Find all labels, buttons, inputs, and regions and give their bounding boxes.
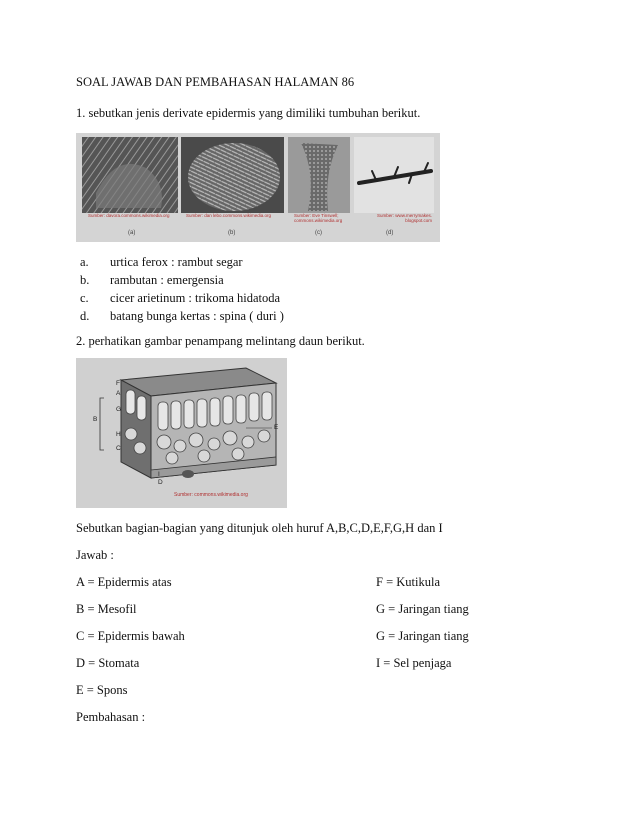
photo-c-caption: (c) [315, 230, 322, 236]
list-text: batang bunga kertas : spina ( duri ) [110, 309, 284, 323]
label-H: H [116, 431, 121, 438]
list-text: cicer arietinum : trikoma hidatoda [110, 291, 281, 305]
leaf-figure-source: Sumber: commons.wikimedia.org [174, 492, 248, 498]
list-item [80, 253, 284, 271]
page-title: SOAL JAWAB DAN PEMBAHASAN HALAMAN 86 [76, 75, 355, 89]
photo-a-caption: (a) [128, 230, 136, 236]
list-marker: b. [80, 273, 90, 287]
answer-I: I = Sel penjaga [376, 656, 452, 670]
label-A: A [116, 390, 121, 397]
label-D: D [158, 479, 163, 486]
photo-a-source: Sumber: davora.commons.wikimedia.org [88, 213, 170, 218]
question-2: 2. perhatikan gambar penampang melintang daun berikut. [76, 334, 365, 348]
list-text: urtica ferox : rambut segar [110, 255, 243, 269]
answer-D: D = Stomata [76, 656, 140, 670]
photo-d-source: Sumber: www.merrymakes. blogspot.com [376, 213, 432, 223]
plant-photos [76, 133, 440, 242]
answer-E: E = Spons [76, 683, 128, 697]
photo-d-caption: (d) [386, 230, 394, 236]
answer-C: C = Epidermis bawah [76, 629, 185, 643]
answer-H: G = Jaringan tiang [376, 629, 469, 643]
label-E: E [274, 424, 279, 431]
list-marker: c. [80, 291, 89, 305]
instruction-text: Sebutkan bagian-bagian yang ditunjuk oleh huruf A,B,C,D,E,F,G,H dan I [76, 521, 443, 535]
answer-F: F = Kutikula [376, 575, 440, 589]
leaf-cross-section-figure [76, 358, 287, 508]
answer-list-q1 [80, 253, 284, 325]
label-I: I [158, 471, 160, 478]
photo-b-caption: (b) [228, 230, 236, 236]
photo-c-source: Sumber: Eve Tinswell; commons.wikimedia.org [294, 213, 343, 223]
list-item [80, 271, 284, 289]
answer-A: A = Epidermis atas [76, 575, 172, 589]
list-item [80, 307, 284, 325]
photo-b-source: Sumber: dan lebo.commons.wikimedia.org [186, 213, 272, 218]
list-marker: a. [80, 255, 89, 269]
pembahasan-label: Pembahasan : [76, 710, 146, 724]
list-item [80, 289, 284, 307]
answer-G: G = Jaringan tiang [376, 602, 469, 616]
question-1: 1. sebutkan jenis derivate epidermis yang dimiliki tumbuhan berikut. [76, 106, 421, 120]
label-B: B [93, 416, 98, 423]
leaf-cross-section [76, 358, 287, 508]
label-F: F [116, 380, 120, 387]
plant-photos-figure [76, 133, 440, 242]
list-marker: d. [80, 309, 90, 323]
list-text: rambutan : emergensia [110, 273, 224, 287]
answer-B: B = Mesofil [76, 602, 137, 616]
jawab-label: Jawab : [76, 548, 114, 562]
label-C: C [116, 445, 121, 452]
label-G: G [116, 406, 122, 413]
